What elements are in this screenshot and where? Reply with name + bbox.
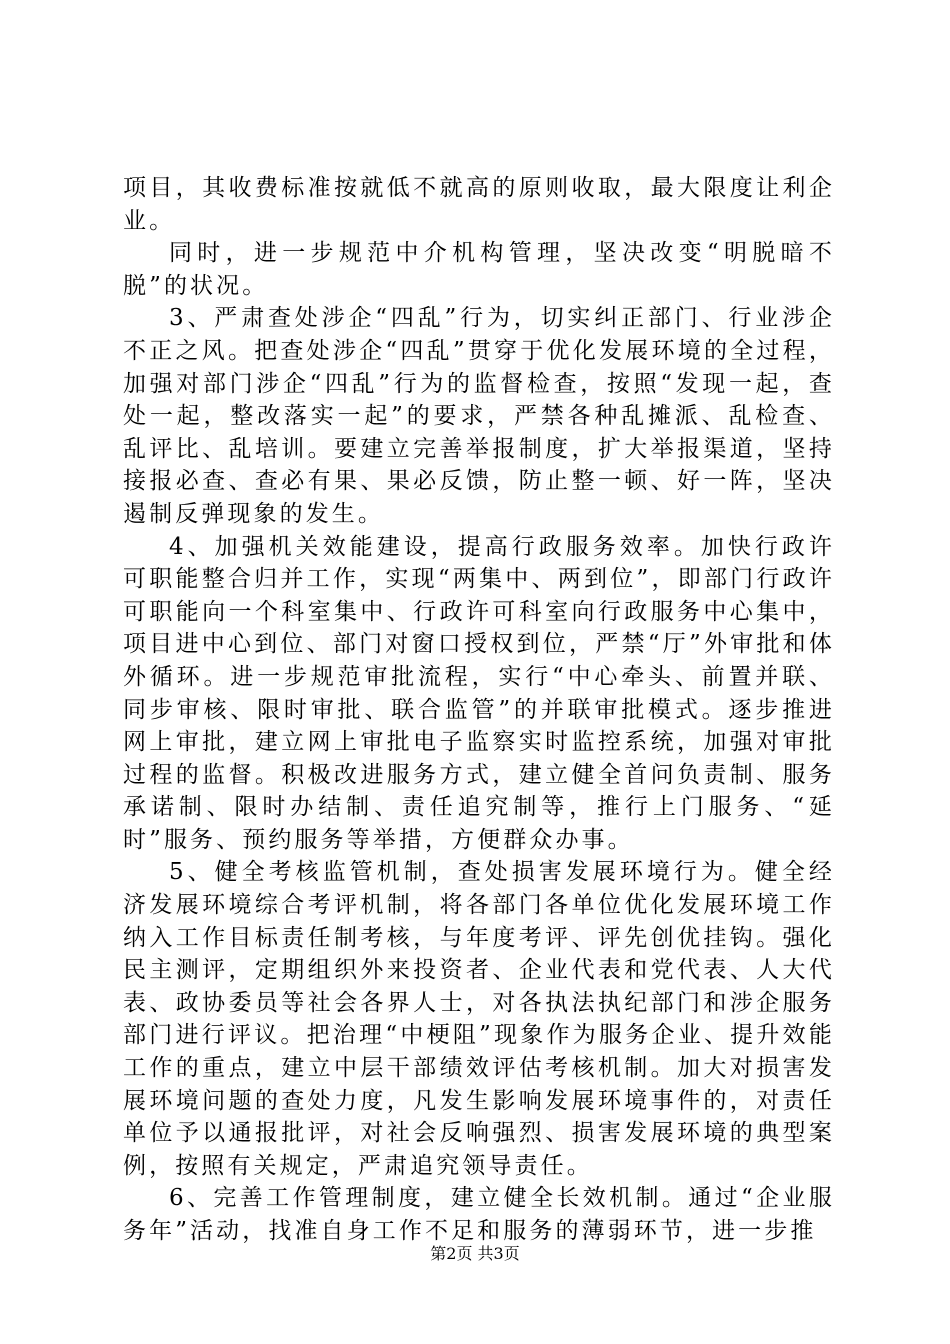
paragraph-item-5: 5、健全考核监管机制，查处损害发展环境行为。健全经济发展环境综合考评机制，将各部门各单位优化发展环境工作纳入工作目标责任制考核，与年度考评、评先创优挂钩。强化民主测评，定期组织外来投资者、企业代表和党代表、人大代表、政协委员等社会各界人士，对各执法执纪部门和涉企服务部门进行评议。把治理“中梗阻”现象作为服务企业、提升效能工作的重点，建立中层干部绩效评估考核机制。加大对损害发展环境问题的查处力度，凡发生影响发展环境事件的，对责任单位予以通报批评，对社会反响强烈、损害发展环境的典型案例，按照有关规定，严肃追究领导责任。	[123, 859, 835, 1179]
document-body	[123, 172, 835, 1248]
paragraph-item-6: 6、完善工作管理制度，建立健全长效机制。通过“企业服务年”活动，找准自身工作不足和服务的薄弱环节，进一步推	[123, 1185, 835, 1244]
paragraph-item-3: 3、严肃查处涉企“四乱”行为，切实纠正部门、行业涉企不正之风。把查处涉企“四乱”贯穿于优化发展环境的全过程，加强对部门涉企“四乱”行为的监督检查，按照“发现一起，查处一起，整改落实一起”的要求，严禁各种乱摊派、乱检查、乱评比、乱培训。要建立完善举报制度，扩大举报渠道，坚持接报必查、查必有果、果必反馈，防止整一顿、好一阵，坚决遏制反弹现象的发生。	[123, 305, 835, 527]
paragraph-intermediary: 同时，进一步规范中介机构管理，坚决改变“明脱暗不脱”的状况。	[123, 240, 835, 299]
paragraph-continuation: 项目，其收费标准按就低不就高的原则收取，最大限度让利企业。	[123, 175, 835, 234]
page-number-footer: 第2页 共3页	[430, 1244, 520, 1263]
paragraph-item-4: 4、加强机关效能建设，提高行政服务效率。加快行政许可职能整合归并工作，实现“两集中、两到位”，即部门行政许可职能向一个科室集中、行政许可科室向行政服务中心集中，项目进中心到位、部门对窗口授权到位，严禁“厅”外审批和体外循环。进一步规范审批流程，实行“中心牵头、前置并联、同步审核、限时审批、联合监管”的并联审批模式。逐步推进网上审批，建立网上审批电子监察实时监控系统，加强对审批过程的监督。积极改进服务方式，建立健全首问负责制、服务承诺制、限时办结制、责任追究制等，推行上门服务、“延时”服务、预约服务等举措，方便群众办事。	[123, 533, 835, 853]
